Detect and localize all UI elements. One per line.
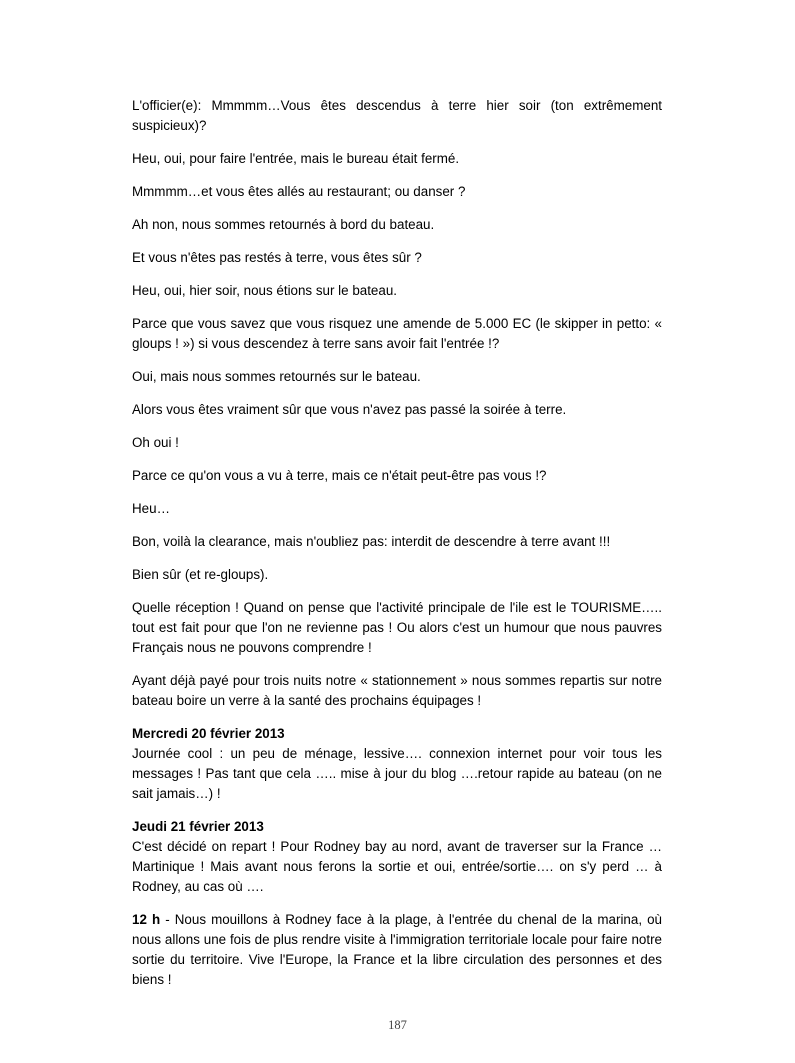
page-number: 187 [388,1018,407,1032]
diary-entry [132,724,662,804]
paragraph: Heu, oui, hier soir, nous étions sur le bateau. [132,283,397,298]
paragraph: Parce ce qu'on vous a vu à terre, mais ce n'était peut-être pas vous !? [132,468,547,483]
paragraph: Parce que vous savez que vous risquez une amende de 5.000 EC (le skipper in petto: « gloups ! ») si vous descendez à terre sans avoir fait l'entrée !? [132,316,662,351]
paragraph: L'officier(e): Mmmmm…Vous êtes descendus à terre hier soir (ton extrêmement suspicieux)? [132,98,662,133]
document-body [132,96,662,1003]
paragraph: Heu… [132,501,170,516]
paragraph: Bon, voilà la clearance, mais n'oubliez pas: interdit de descendre à terre avant !!! [132,534,611,549]
paragraph: Mmmmm…et vous êtes allés au restaurant; ou danser ? [132,184,466,199]
diary-entry [132,817,662,897]
entry-date-heading: Jeudi 21 février 2013 [132,819,264,834]
paragraph: Ah non, nous sommes retournés à bord du bateau. [132,217,435,232]
paragraph: Heu, oui, pour faire l'entrée, mais le bureau était fermé. [132,151,460,166]
paragraph: Ayant déjà payé pour trois nuits notre « stationnement » nous sommes repartis sur notre bateau boire un verre à la santé des prochains équipages ! [132,673,662,708]
entry-text: C'est décidé on repart ! Pour Rodney bay au nord, avant de traverser sur la France … Martinique ! Mais avant nous ferons la sortie et oui, entrée/sortie…. on s'y perd … à Rodney, au cas où …. [132,839,662,894]
time-label: 12 h [132,912,161,927]
entry-text: Journée cool : un peu de ménage, lessive…. connexion internet pour voir tous les messages ! Pas tant que cela ….. mise à jour du blog ….retour rapide au bateau (on ne sait jamais…) ! [132,746,662,801]
paragraph: Oh oui ! [132,435,179,450]
paragraph: Quelle réception ! Quand on pense que l'activité principale de l'ile est le TOURISME….. tout est fait pour que l'on ne revienne pas ! Ou alors c'est un humour que nous pauvres Français nous ne pouvons comprendre ! [132,600,662,655]
entry-date-heading: Mercredi 20 février 2013 [132,726,285,741]
final-paragraph-text: - Nous mouillons à Rodney face à la plage, à l'entrée du chenal de la marina, où nous allons une fois de plus rendre visite à l'immigration territoriale locale pour faire notre sortie du territoire. Vive l'Europe, la France et la libre circulation des personnes et des biens ! [132,912,663,987]
paragraph: Et vous n'êtes pas restés à terre, vous êtes sûr ? [132,250,422,265]
paragraph: Alors vous êtes vraiment sûr que vous n'avez pas passé la soirée à terre. [132,402,567,417]
final-paragraph [132,910,662,990]
paragraph: Oui, mais nous sommes retournés sur le bateau. [132,369,421,384]
paragraph: Bien sûr (et re-gloups). [132,567,269,582]
